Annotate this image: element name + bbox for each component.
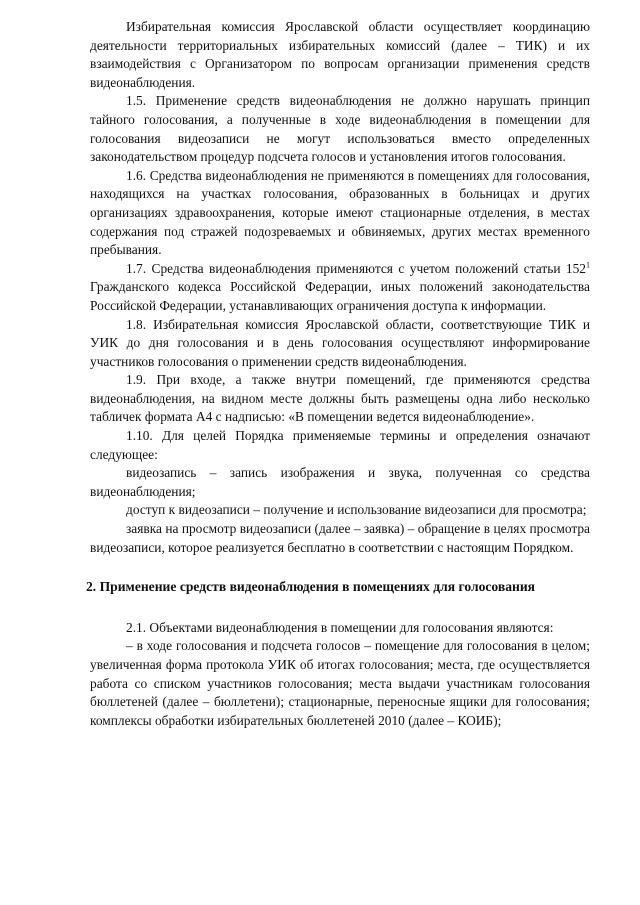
paragraph-1-8: 1.8. Избирательная комиссия Ярославской области, соответствующие ТИК и УИК до дня голосования и в день голосования осуществляют информирование участников голосования о применении средств видеонаблюдения. bbox=[90, 316, 590, 369]
paragraph-coordination: Избирательная комиссия Ярославской области осуществляет координацию деятельности территориальных избирательных комиссий (далее – ТИК) и их взаимодействия с Организатором по вопросам организации применения средств видеонаблюдения. bbox=[90, 19, 590, 90]
article-superscript: 1 bbox=[586, 260, 590, 270]
paragraph-1-10: 1.10. Для целей Порядка применяемые термины и определения означают следующее: bbox=[90, 428, 590, 462]
definition-access: доступ к видеозаписи – получение и использование видеозаписи для просмотра; bbox=[126, 502, 587, 518]
definition-video-recording: видеозапись – запись изображения и звука, полученная со средства видеонаблюдения; bbox=[90, 465, 590, 499]
paragraph-1-7-end: Гражданского кодекса Российской Федерации, иных положений законодательства Российской Федерации, устанавливающих ограничения доступа к информации. bbox=[90, 279, 590, 313]
paragraph-1-6: 1.6. Средства видеонаблюдения не применяются в помещениях для голосования, находящихся на участках голосования, образованных в больницах и других организациях здравоохранения, которые имеют стационарные отделения, в местах содержания под стражей подозреваемых и обвиняемых, других местах временного пребывания. bbox=[90, 167, 590, 258]
document-page bbox=[86, 18, 590, 730]
paragraph-1-7-start: 1.7. Средства видеонаблюдения применяются с учетом положений статьи 152 bbox=[126, 260, 586, 276]
paragraph-1-5: 1.5. Применение средств видеонаблюдения не должно нарушать принцип тайного голосования, а полученные в ходе видеонаблюдения в помещении для голосования видеозаписи не могут использоваться вместо определенных законодательством процедур подсчета голосов и установления итогов голосования. bbox=[90, 93, 590, 165]
paragraph-1-7 bbox=[90, 260, 590, 316]
definition-request: заявка на просмотр видеозаписи (далее – заявка) – обращение в целях просмотра видеозаписи, которое реализуется бесплатно в соответствии с настоящим Порядком. bbox=[90, 521, 590, 555]
paragraph-2-1: 2.1. Объектами видеонаблюдения в помещении для голосования являются: bbox=[126, 619, 554, 635]
paragraph-2-1-list: – в ходе голосования и подсчета голосов – помещение для голосования в целом; увеличенная форма протокола УИК об итогах голосования; места, где осуществляется работа со списком участников голосования; места выдачи участникам голосования бюллетеней (далее – бюллетени); стационарные, переносные ящики для голосования; комплексы обработки избирательных бюллетеней 2010 (далее – КОИБ); bbox=[90, 638, 590, 728]
paragraph-1-9: 1.9. При входе, а также внутри помещений, где применяются средства видеонаблюдения, на видном месте должны быть размещены одна либо несколько табличек формата А4 с надписью: «В помещении ведется видеонаблюдение». bbox=[90, 372, 590, 425]
section-heading: 2. Применение средств видеонаблюдения в помещениях для голосования bbox=[86, 579, 536, 595]
